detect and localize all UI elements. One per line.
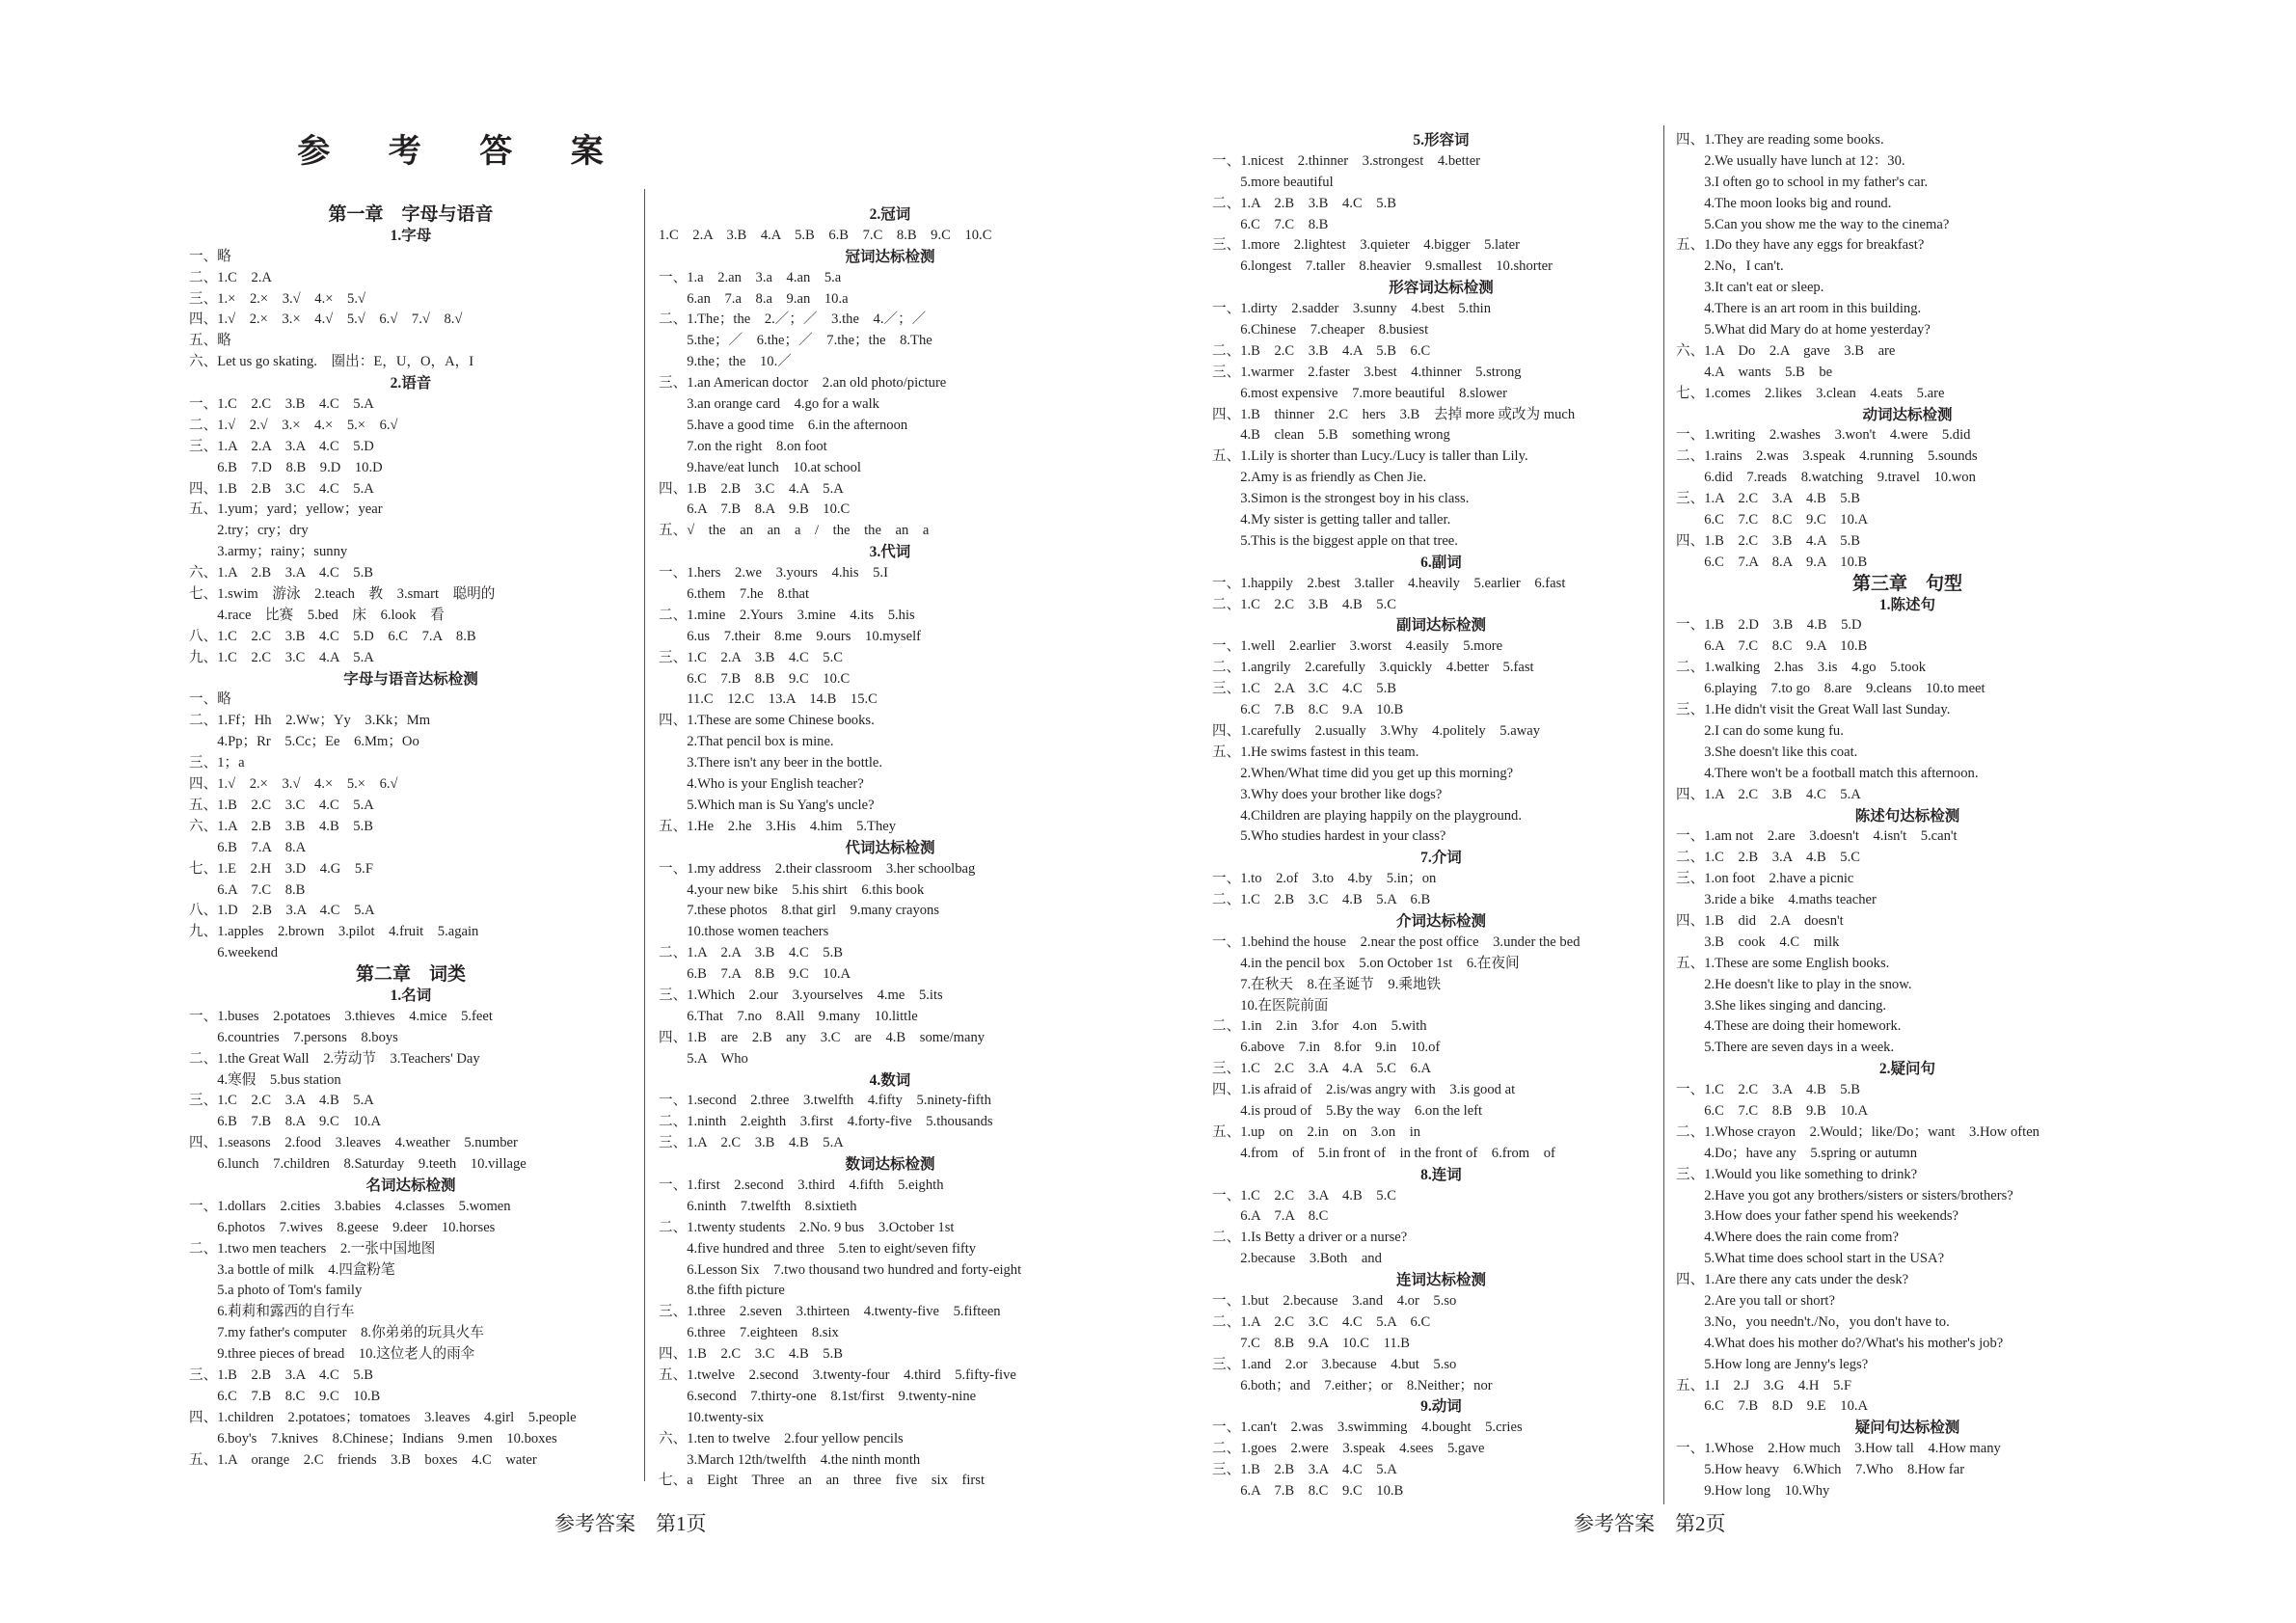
answer-line: 九、1.apples 2.brown 3.pilot 4.fruit 5.again: [189, 924, 479, 940]
answer-line: 4.寒假 5.bus station: [189, 1071, 341, 1088]
answer-line: 5.Which man is Su Yang's uncle?: [659, 797, 875, 813]
answer-line: 一、略: [189, 248, 231, 264]
section-heading: 冠词达标检测: [845, 248, 935, 265]
answer-line: 五、1.He 2.he 3.His 4.him 5.They: [659, 818, 897, 834]
answer-line: 四、1.B 2.B 3.C 4.A 5.A: [659, 480, 844, 497]
answer-line: 四、1.is afraid of 2.is/was angry with 3.is good at: [1212, 1082, 1516, 1098]
answer-line: 5.How heavy 6.Which 7.Who 8.How far: [1676, 1462, 1965, 1478]
chapter-heading: 第一章 字母与语音: [328, 204, 494, 225]
answer-line: 四、1.They are reading some books.: [1676, 132, 1884, 148]
answer-line: 4.Pp；Rr 5.Cc；Ee 6.Mm；Oo: [189, 734, 419, 750]
answer-line: 9.have/eat lunch 10.at school: [659, 459, 861, 475]
answer-line: 5.more beautiful: [1212, 174, 1334, 190]
answer-line: 6.second 7.thirty-one 8.1st/first 9.twenty-nine: [659, 1388, 977, 1404]
answer-line: 2.He doesn't like to play in the snow.: [1676, 976, 1912, 992]
answer-line: 五、略: [189, 333, 231, 349]
answer-line: 9.the；the 10.／: [659, 354, 792, 370]
answer-line: 五、1.He swims fastest in this team.: [1212, 744, 1419, 760]
answer-line: 一、1.nicest 2.thinner 3.strongest 4.better: [1212, 152, 1481, 169]
answer-line: 5.This is the biggest apple on that tree.: [1212, 532, 1458, 549]
answer-line: 10.在医院前面: [1212, 997, 1329, 1014]
answer-line: 一、1.buses 2.potatoes 3.thieves 4.mice 5.feet: [189, 1008, 493, 1024]
answer-line: 3.a bottle of milk 4.四盒粉笔: [189, 1261, 395, 1278]
answer-line: 二、1.C 2.B 3.A 4.B 5.C: [1676, 850, 1860, 866]
answer-line: 6.C 7.C 8.C 9.C 10.A: [1676, 512, 1869, 528]
answer-line: 7.my father's computer 8.你弟弟的玩具火车: [189, 1325, 484, 1341]
answer-line: 二、1.in 2.in 3.for 4.on 5.with: [1212, 1018, 1427, 1035]
section-heading: 4.数词: [869, 1071, 911, 1089]
answer-line: 一、1.but 2.because 3.and 4.or 5.so: [1212, 1292, 1457, 1309]
answer-line: 3.No，you needn't./No，you don't have to.: [1676, 1313, 1950, 1330]
answer-line: 一、1.first 2.second 3.third 4.fifth 5.eighth: [659, 1177, 944, 1193]
answer-line: 5.the；／ 6.the；／ 7.the；the 8.The: [659, 333, 932, 349]
answer-line: 6.most expensive 7.more beautiful 8.slower: [1212, 385, 1508, 401]
answer-line: 4.A wants 5.B be: [1676, 364, 1833, 380]
answer-line: 五、1.twelve 2.second 3.twenty-four 4.third 5.fifty-five: [659, 1366, 1016, 1383]
answer-line: 5.There are seven days in a week.: [1676, 1040, 1895, 1056]
answer-line: 三、1.B 2.B 3.A 4.C 5.A: [1212, 1462, 1397, 1478]
answer-line: 5.What did Mary do at home yesterday?: [1676, 322, 1931, 338]
answer-line: 6.Lesson Six 7.two thousand two hundred and forty-eight: [659, 1261, 1022, 1278]
answer-line: 4.What does his mother do?/What's his mother's job?: [1676, 1335, 2004, 1351]
section-heading: 代词达标检测: [845, 839, 935, 856]
answer-line: 六、1.A Do 2.A gave 3.B are: [1676, 342, 1896, 359]
answer-line: 八、1.C 2.C 3.B 4.C 5.D 6.C 7.A 8.B: [189, 628, 476, 644]
answer-line: 五、1.Do they have any eggs for breakfast?: [1676, 237, 1925, 254]
answer-line: 4.My sister is getting taller and taller.: [1212, 512, 1451, 528]
answer-line: 四、1.A 2.C 3.B 4.C 5.A: [1676, 786, 1861, 802]
answer-line: 6.an 7.a 8.a 9.an 10.a: [659, 290, 849, 307]
answer-line: 6.莉莉和露西的自行车: [189, 1304, 355, 1320]
answer-line: 二、1.The；the 2.／；／ 3.the 4.／；／: [659, 311, 927, 328]
answer-line: 一、1.can't 2.was 3.swimming 4.bought 5.cries: [1212, 1420, 1523, 1436]
answer-line: 二、1.ninth 2.eighth 3.first 4.forty-five 5.thousands: [659, 1114, 993, 1130]
answer-line: 五、1.up on 2.in on 3.on in: [1212, 1123, 1421, 1140]
answer-line: 3.Simon is the strongest boy in his class.: [1212, 491, 1470, 507]
answer-line: 4.Children are playing happily on the playground.: [1212, 807, 1522, 824]
section-heading: 介词达标检测: [1395, 912, 1486, 930]
answer-line: 6.B 7.A 8.A: [189, 839, 307, 855]
answer-line: 四、1.seasons 2.food 3.leaves 4.weather 5.number: [189, 1135, 518, 1151]
answer-line: 一、1.B 2.D 3.B 4.B 5.D: [1676, 617, 1862, 634]
answer-line: 6.C 7.A 8.A 9.A 10.B: [1676, 554, 1868, 570]
answer-line: 6.C 7.C 8.B: [1212, 216, 1329, 232]
answer-line: 一、1.dirty 2.sadder 3.sunny 4.best 5.thin: [1212, 301, 1492, 317]
answer-line: 3.March 12th/twelfth 4.the ninth month: [659, 1451, 921, 1468]
answer-line: 6.both；and 7.either；or 8.Neither；nor: [1212, 1377, 1493, 1393]
answer-line: 4.race 比赛 5.bed 床 6.look 看: [189, 607, 445, 623]
answer-line: 二、1.B 2.C 3.B 4.A 5.B 6.C: [1212, 342, 1431, 359]
answer-line: 六、Let us go skating. 圈出：E，U，O，A，I: [189, 354, 474, 370]
answer-line: 7.on the right 8.on foot: [659, 438, 827, 454]
answer-line: 5.Can you show me the way to the cinema?: [1676, 216, 1950, 232]
answer-line: 二、1.two men teachers 2.一张中国地图: [189, 1240, 436, 1257]
answer-line: 5.What time does school start in the USA?: [1676, 1251, 1945, 1267]
answer-line: 6.C 7.B 8.B 9.C 10.C: [659, 670, 851, 687]
answer-line: 二、1.angrily 2.carefully 3.quickly 4.better 5.fast: [1212, 660, 1534, 676]
answer-line: 二、1.C 2.B 3.C 4.B 5.A 6.B: [1212, 892, 1431, 908]
answer-line: 6.C 7.B 8.D 9.E 10.A: [1676, 1398, 1869, 1415]
section-heading: 9.动词: [1420, 1398, 1462, 1416]
answer-line: 4.Do；have any 5.spring or autumn: [1676, 1145, 1918, 1161]
section-heading: 1.陈述句: [1878, 596, 1936, 613]
answer-line: 4.in the pencil box 5.on October 1st 6.在夜间: [1212, 955, 1520, 971]
section-heading: 名词达标检测: [365, 1177, 456, 1194]
answer-line: 10.twenty-six: [659, 1409, 765, 1425]
answer-line: 一、1.C 2.C 3.A 4.B 5.B: [1676, 1082, 1860, 1098]
answer-line: 四、1.B 2.B 3.C 4.C 5.A: [189, 480, 374, 497]
answer-line: 二、1.mine 2.Yours 3.mine 4.its 5.his: [659, 607, 915, 623]
answer-line: 四、1.These are some Chinese books.: [659, 713, 875, 729]
answer-line: 3.army；rainy；sunny: [189, 544, 348, 560]
answer-line: 三、1.A 2.A 3.A 4.C 5.D: [189, 438, 374, 454]
answer-line: 七、1.E 2.H 3.D 4.G 5.F: [189, 860, 373, 877]
answer-line: 2.I can do some kung fu.: [1676, 722, 1844, 739]
answer-line: 三、1.an American doctor 2.an old photo/picture: [659, 375, 947, 392]
answer-line: 6.longest 7.taller 8.heavier 9.smallest 10.shorter: [1212, 258, 1553, 275]
answer-line: 3.She doesn't like this coat.: [1676, 744, 1858, 760]
answer-line: 四、1.carefully 2.usually 3.Why 4.politely 5.away: [1212, 722, 1541, 739]
answer-line: 二、1.rains 2.was 3.speak 4.running 5.sounds: [1676, 448, 1978, 465]
answer-line: 三、1.C 2.C 3.A 4.A 5.C 6.A: [1212, 1061, 1432, 1077]
answer-line: 二、1.the Great Wall 2.劳动节 3.Teachers' Day: [189, 1050, 480, 1067]
answer-line: 四、1.B are 2.B any 3.C are 4.B some/many: [659, 1029, 986, 1045]
answer-line: 四、1.B 2.C 3.B 4.A 5.B: [1676, 532, 1860, 549]
answer-line: 6.A 7.B 8.A 9.B 10.C: [659, 501, 851, 518]
answer-line: 三、1.A 2.C 3.A 4.B 5.B: [1676, 491, 1860, 507]
section-heading: 2.疑问句: [1878, 1061, 1936, 1078]
answer-line: 三、1.C 2.C 3.A 4.B 5.A: [189, 1093, 374, 1109]
answer-line: 4.B clean 5.B something wrong: [1212, 427, 1450, 444]
answer-column-1: [189, 204, 633, 1471]
answer-line: 6.boy's 7.knives 8.Chinese；Indians 9.men 10.boxes: [189, 1430, 557, 1447]
section-heading: 疑问句达标检测: [1854, 1420, 1960, 1437]
answer-line: 二、1.C 2.C 3.B 4.B 5.C: [1212, 596, 1396, 612]
answer-line: 2.Are you tall or short?: [1676, 1292, 1835, 1309]
answer-line: 6.A 7.C 8.B: [189, 881, 306, 898]
answer-line: 一、1.Whose 2.How much 3.How tall 4.How many: [1676, 1441, 2001, 1457]
answer-line: 三、1；a: [189, 755, 245, 771]
answer-column-3: [1212, 130, 1670, 1502]
answer-line: 七、1.swim 游泳 2.teach 教 3.smart 聪明的: [189, 586, 496, 603]
answer-line: 6.B 7.B 8.A 9.C 10.A: [189, 1114, 382, 1130]
answer-line: 5.have a good time 6.in the afternoon: [659, 417, 908, 433]
answer-line: 6.three 7.eighteen 8.six: [659, 1325, 839, 1341]
answer-line: 6.A 7.A 8.C: [1212, 1208, 1329, 1225]
answer-column-4: [1676, 130, 2139, 1502]
answer-line: 6.C 7.B 8.C 9.C 10.B: [189, 1388, 381, 1404]
answer-line: 7.these photos 8.that girl 9.many crayons: [659, 903, 940, 919]
section-heading: 6.副词: [1420, 554, 1462, 571]
answer-line: 二、1.A 2.B 3.B 4.C 5.B: [1212, 195, 1396, 211]
answer-line: 一、1.second 2.three 3.twelfth 4.fifty 5.ninety-fifth: [659, 1093, 991, 1109]
answer-line: 6.them 7.he 8.that: [659, 586, 810, 603]
answer-line: 2.No，I can't.: [1676, 258, 1784, 275]
answer-line: 八、1.D 2.B 3.A 4.C 5.A: [189, 903, 375, 919]
answer-line: 四、1.children 2.potatoes；tomatoes 3.leaves 4.girl 5.people: [189, 1409, 577, 1425]
section-heading: 1.字母: [390, 227, 432, 244]
answer-line: 2.because 3.Both and: [1212, 1251, 1382, 1267]
answer-line: 10.those women teachers: [659, 924, 829, 940]
section-heading: 8.连词: [1420, 1166, 1462, 1183]
answer-line: 二、1.goes 2.were 3.speak 4.sees 5.gave: [1212, 1441, 1485, 1457]
answer-line: 3.How does your father spend his weekends?: [1676, 1208, 1959, 1225]
section-heading: 数词达标检测: [845, 1156, 935, 1174]
answer-line: 二、1.A 2.C 3.C 4.C 5.A 6.C: [1212, 1313, 1431, 1330]
page-title: 参 考 答 案: [297, 134, 629, 170]
answer-line: 4.These are doing their homework.: [1676, 1018, 1902, 1035]
answer-line: 6.That 7.no 8.All 9.many 10.little: [659, 1008, 918, 1024]
answer-line: 1.C 2.A 3.B 4.A 5.B 6.B 7.C 8.B 9.C 10.C: [659, 227, 992, 243]
answer-line: 三、1.and 2.or 3.because 4.but 5.so: [1212, 1356, 1457, 1372]
answer-line: 三、1.on foot 2.have a picnic: [1676, 871, 1854, 887]
answer-line: 二、1.C 2.A: [189, 269, 272, 285]
answer-line: 一、1.happily 2.best 3.taller 4.heavily 5.earlier 6.fast: [1212, 575, 1566, 591]
answer-line: 四、1.B thinner 2.C hers 3.B 去掉 more 或改为 much: [1212, 406, 1576, 422]
page-footer-left: 参考答案 第1页: [554, 1512, 707, 1535]
answer-line: 二、1.√ 2.√ 3.× 4.× 5.× 6.√: [189, 417, 398, 433]
answer-line: 3.an orange card 4.go for a walk: [659, 396, 879, 413]
answer-line: 一、1.C 2.C 3.B 4.C 5.A: [189, 396, 374, 413]
answer-line: 一、1.behind the house 2.near the post office 3.under the bed: [1212, 933, 1580, 950]
section-heading: 5.形容词: [1413, 132, 1470, 149]
column-divider: [1663, 125, 1664, 1504]
answer-line: 7.在秋天 8.在圣诞节 9.乘地铁: [1212, 976, 1442, 992]
section-heading: 1.名词: [390, 987, 432, 1004]
answer-line: 3.She likes singing and dancing.: [1676, 997, 1887, 1014]
answer-line: 六、1.ten to twelve 2.four yellow pencils: [659, 1430, 904, 1447]
answer-line: 6.ninth 7.twelfth 8.sixtieth: [659, 1198, 857, 1214]
page-footer-right: 参考答案 第2页: [1574, 1512, 1726, 1535]
answer-line: 三、1.C 2.A 3.B 4.C 5.C: [659, 649, 843, 665]
answer-line: 5.A Who: [659, 1050, 748, 1067]
section-heading: 陈述句达标检测: [1854, 807, 1960, 825]
answer-line: 一、1.am not 2.are 3.doesn't 4.isn't 5.can't: [1676, 828, 1958, 845]
answer-line: 6.playing 7.to go 8.are 9.cleans 10.to meet: [1676, 681, 1985, 697]
answer-line: 五、1.Lily is shorter than Lucy./Lucy is taller than Lily.: [1212, 448, 1528, 465]
answer-line: 9.How long 10.Why: [1676, 1483, 1830, 1499]
answer-line: 九、1.C 2.C 3.C 4.A 5.A: [189, 649, 374, 665]
section-heading: 连词达标检测: [1395, 1272, 1486, 1289]
answer-line: 2.Have you got any brothers/sisters or sisters/brothers?: [1676, 1187, 2013, 1204]
answer-line: 6.A 7.B 8.C 9.C 10.B: [1212, 1483, 1404, 1499]
answer-line: 一、1.hers 2.we 3.yours 4.his 5.I: [659, 565, 888, 582]
section-heading: 副词达标检测: [1395, 617, 1486, 635]
answer-line: 3.ride a bike 4.maths teacher: [1676, 892, 1877, 908]
answer-line: 四、1.B 2.C 3.C 4.B 5.B: [659, 1346, 843, 1363]
section-heading: 7.介词: [1420, 850, 1462, 867]
answer-line: 三、1.Which 2.our 3.yourselves 4.me 5.its: [659, 987, 943, 1003]
answer-line: 三、1.× 2.× 3.√ 4.× 5.√: [189, 290, 365, 307]
answer-line: 6.A 7.C 8.C 9.A 10.B: [1676, 638, 1868, 655]
answer-line: 二、1.Whose crayon 2.Would；like/Do；want 3.How often: [1676, 1123, 2039, 1140]
answer-line: 一、1.my address 2.their classroom 3.her schoolbag: [659, 860, 976, 877]
answer-line: 4.five hundred and three 5.ten to eight/seven fifty: [659, 1240, 977, 1257]
answer-line: 六、1.A 2.B 3.A 4.C 5.B: [189, 565, 373, 582]
answer-line: 四、1.√ 2.× 3.√ 4.× 5.× 6.√: [189, 776, 398, 793]
answer-line: 6.lunch 7.children 8.Saturday 9.teeth 10.village: [189, 1156, 527, 1173]
answer-line: 3.It can't eat or sleep.: [1676, 280, 1824, 296]
answer-line: 五、1.These are some English books.: [1676, 955, 1890, 971]
chapter-heading: 第三章 句型: [1851, 573, 1962, 594]
section-heading: 动词达标检测: [1862, 406, 1953, 423]
answer-line: 5.How long are Jenny's legs?: [1676, 1356, 1869, 1372]
answer-line: 一、略: [189, 691, 231, 708]
answer-line: 一、1.a 2.an 3.a 4.an 5.a: [659, 269, 842, 285]
answer-line: 五、1.yum；yard；yellow；year: [189, 501, 383, 518]
section-heading: 形容词达标检测: [1389, 280, 1494, 297]
answer-line: 三、1.C 2.A 3.C 4.C 5.B: [1212, 681, 1396, 697]
answer-line: 4.There is an art room in this building.: [1676, 301, 1922, 317]
answer-line: 11.C 12.C 13.A 14.B 15.C: [659, 691, 878, 708]
answer-line: 一、1.to 2.of 3.to 4.by 5.in；on: [1212, 871, 1437, 887]
answer-line: 4.Who is your English teacher?: [659, 776, 864, 793]
answer-line: 二、1.twenty students 2.No. 9 bus 3.October 1st: [659, 1219, 955, 1235]
answer-line: 三、1.three 2.seven 3.thirteen 4.twenty-five 5.fifteen: [659, 1304, 1001, 1320]
answer-line: 6.did 7.reads 8.watching 9.travel 10.won: [1676, 470, 1976, 486]
answer-line: 3.B cook 4.C milk: [1676, 933, 1840, 950]
answer-line: 2.Amy is as friendly as Chen Jie.: [1212, 470, 1427, 486]
section-heading: 2.语音: [390, 375, 432, 392]
answer-line: 二、1.Ff；Hh 2.Ww；Yy 3.Kk；Mm: [189, 713, 431, 729]
answer-line: 五、1.A orange 2.C friends 3.B boxes 4.C water: [189, 1451, 537, 1468]
answer-line: 6.B 7.D 8.B 9.D 10.D: [189, 459, 383, 475]
answer-line: 6.photos 7.wives 8.geese 9.deer 10.horses: [189, 1219, 496, 1235]
answer-line: 七、1.comes 2.likes 3.clean 4.eats 5.are: [1676, 385, 1945, 401]
section-heading: 2.冠词: [869, 206, 911, 223]
answer-line: 四、1.√ 2.× 3.× 4.√ 5.√ 6.√ 7.√ 8.√: [189, 311, 463, 328]
answer-line: 6.above 7.in 8.for 9.in 10.of: [1212, 1040, 1441, 1056]
answer-line: 7.C 8.B 9.A 10.C 11.B: [1212, 1335, 1411, 1351]
answer-line: 5.a photo of Tom's family: [189, 1283, 363, 1299]
answer-line: 6.countries 7.persons 8.boys: [189, 1029, 398, 1045]
answer-line: 2.try；cry；dry: [189, 523, 309, 539]
answer-line: 一、1.well 2.earlier 3.worst 4.easily 5.more: [1212, 638, 1503, 655]
answer-column-2: [659, 204, 1121, 1492]
answer-line: 四、1.B did 2.A doesn't: [1676, 912, 1844, 929]
answer-line: 七、a Eight Three an an three five six first: [659, 1473, 986, 1489]
answer-line: 三、1.Would you like something to drink?: [1676, 1166, 1918, 1182]
answer-line: 三、1.He didn't visit the Great Wall last Sunday.: [1676, 702, 1951, 718]
answer-line: 6.C 7.B 8.C 9.A 10.B: [1212, 702, 1404, 718]
answer-line: 4.Where does the rain come from?: [1676, 1230, 1899, 1246]
answer-line: 6.B 7.A 8.B 9.C 10.A: [659, 966, 851, 983]
answer-line: 三、1.B 2.B 3.A 4.C 5.B: [189, 1366, 373, 1383]
answer-line: 3.Why does your brother like dogs?: [1212, 786, 1443, 802]
answer-line: 3.I often go to school in my father's car.: [1676, 174, 1929, 190]
answer-line: 五、1.B 2.C 3.C 4.C 5.A: [189, 797, 374, 813]
answer-line: 三、1.warmer 2.faster 3.best 4.thinner 5.strong: [1212, 364, 1522, 380]
answer-line: 2.That pencil box is mine.: [659, 734, 834, 750]
answer-line: 六、1.A 2.B 3.B 4.B 5.B: [189, 818, 373, 834]
answer-line: 一、1.C 2.C 3.A 4.B 5.C: [1212, 1187, 1396, 1204]
column-divider: [644, 189, 645, 1481]
answer-line: 3.There isn't any beer in the bottle.: [659, 755, 883, 771]
answer-line: 4.The moon looks big and round.: [1676, 195, 1892, 211]
answer-line: 二、1.Is Betty a driver or a nurse?: [1212, 1230, 1408, 1246]
answer-line: 2.When/What time did you get up this morning?: [1212, 765, 1514, 781]
section-heading: 3.代词: [869, 544, 911, 561]
answer-line: 一、1.dollars 2.cities 3.babies 4.classes 5.women: [189, 1198, 511, 1214]
answer-line: 6.us 7.their 8.me 9.ours 10.myself: [659, 628, 921, 644]
answer-line: 6.Chinese 7.cheaper 8.busiest: [1212, 322, 1429, 338]
answer-line: 三、1.more 2.lightest 3.quieter 4.bigger 5.later: [1212, 237, 1520, 254]
answer-line: 5.Who studies hardest in your class?: [1212, 828, 1446, 845]
answer-line: 三、1.A 2.C 3.B 4.B 5.A: [659, 1135, 844, 1151]
answer-line: 五、1.I 2.J 3.G 4.H 5.F: [1676, 1377, 1852, 1393]
answer-line: 4.There won't be a football match this afternoon.: [1676, 765, 1979, 781]
answer-line: 4.is proud of 5.By the way 6.on the left: [1212, 1102, 1483, 1119]
chapter-heading: 第二章 词类: [355, 964, 466, 986]
section-heading: 字母与语音达标检测: [343, 670, 478, 688]
answer-line: 4.your new bike 5.his shirt 6.this book: [659, 881, 925, 898]
answer-line: 二、1.A 2.A 3.B 4.C 5.B: [659, 945, 843, 961]
answer-line: 五、√ the an an a / the the an a: [659, 523, 930, 539]
answer-line: 9.three pieces of bread 10.这位老人的雨伞: [189, 1346, 475, 1363]
answer-line: 2.We usually have lunch at 12：30.: [1676, 152, 1905, 169]
answer-line: 四、1.Are there any cats under the desk?: [1676, 1272, 1909, 1288]
answer-line: 一、1.writing 2.washes 3.won't 4.were 5.did: [1676, 427, 1971, 444]
answer-line: 二、1.walking 2.has 3.is 4.go 5.took: [1676, 660, 1927, 676]
answer-line: 6.weekend: [189, 945, 278, 961]
answer-line: 6.C 7.C 8.B 9.B 10.A: [1676, 1102, 1869, 1119]
answer-line: 8.the fifth picture: [659, 1283, 785, 1299]
answer-line: 4.from of 5.in front of in the front of 6.from of: [1212, 1145, 1555, 1161]
